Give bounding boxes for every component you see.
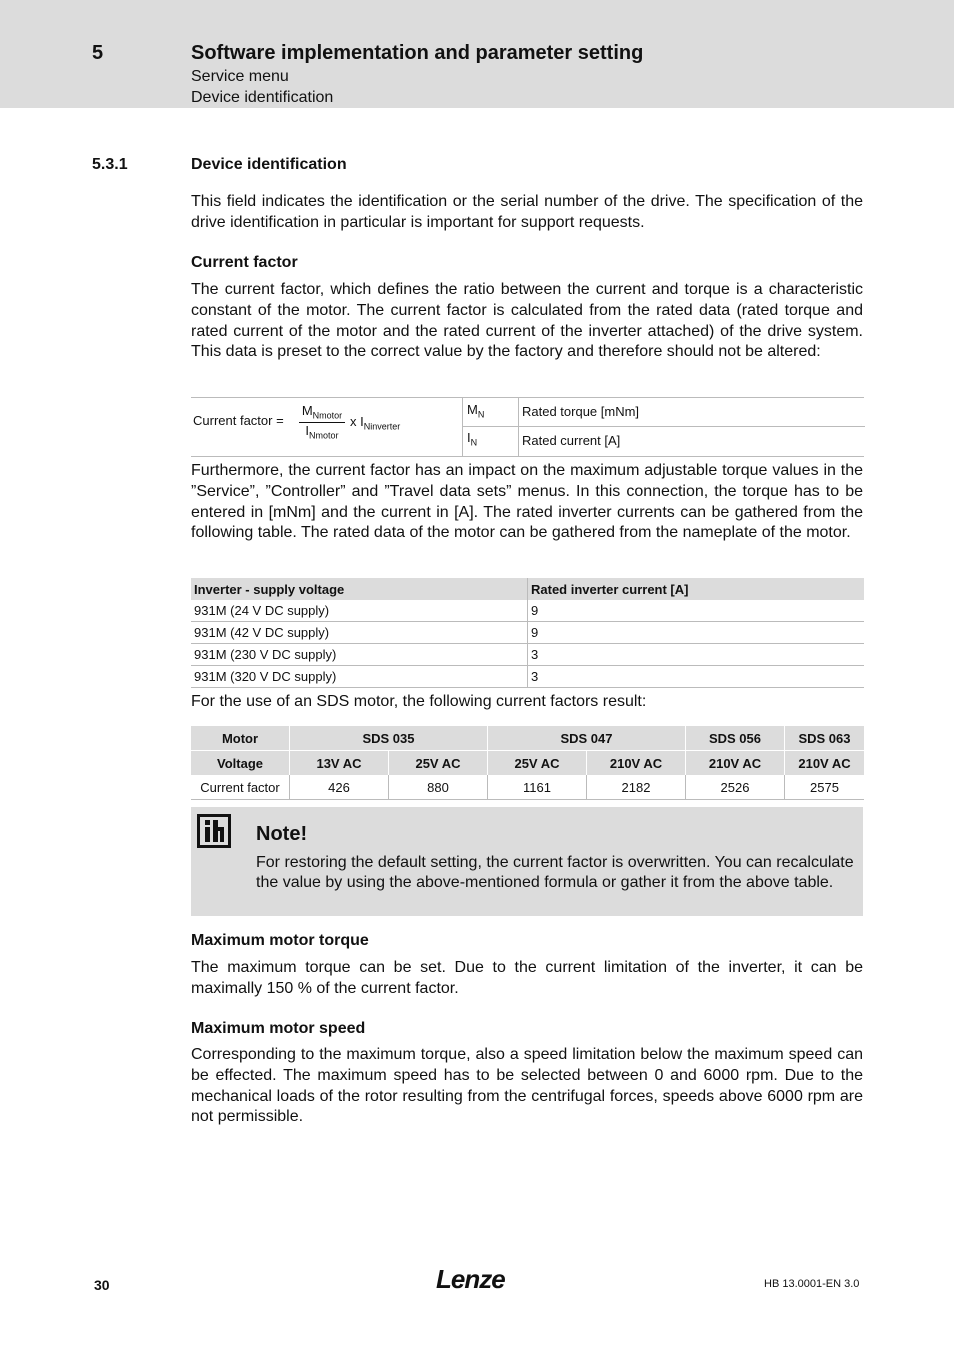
section-number: 5.3.1 [92, 156, 128, 173]
table-header: Motor [191, 726, 290, 751]
table-header: 210V AC [587, 751, 686, 776]
table-cell: Current factor [191, 775, 290, 800]
note-box [191, 807, 863, 916]
formula-cell [193, 398, 463, 456]
max-speed-heading: Maximum motor speed [191, 1020, 366, 1037]
table-header: Inverter - supply voltage [191, 578, 528, 600]
table-row [191, 666, 864, 688]
max-speed-text: Corresponding to the maximum torque, also a speed limitation below the maximum speed can be effected. The maximum speed has to be selected between 0 and 6000 rpm. Due to the mechanical loads of the rotor resulting from the centrifugal forces, speeds above 6000 rpm are not permissible. [191, 1046, 863, 1126]
note-title: Note! [256, 823, 308, 845]
table-cell: 2575 [785, 775, 865, 800]
motor-current-factor-table [191, 726, 864, 800]
lenze-logo: Lenze [436, 1264, 505, 1294]
header-subtitle-service-menu: Service menu [191, 68, 289, 85]
chapter-title: Software implementation and parameter setting [191, 42, 644, 64]
table-header-row [191, 751, 864, 776]
legend-desc-in: Rated current [A] [522, 433, 621, 448]
section-title: Device identification [191, 156, 347, 173]
table-cell: 931M (230 V DC supply) [191, 644, 528, 666]
current-factor-heading: Current factor [191, 254, 298, 271]
table-header: 13V AC [290, 751, 389, 776]
table-cell: 3 [528, 644, 865, 666]
table-row [191, 600, 864, 622]
legend-symbol-mn: $M_N$ [467, 402, 485, 420]
table-cell: 931M (24 V DC supply) [191, 600, 528, 622]
table-row [191, 775, 864, 800]
table-header: Rated inverter current [A] [528, 578, 865, 600]
table-cell: 2182 [587, 775, 686, 800]
legend-symbol-in: $I_N$ [467, 430, 478, 448]
table-header: SDS 063 [785, 726, 865, 751]
max-torque-heading: Maximum motor torque [191, 932, 369, 949]
page-number: 30 [94, 1277, 110, 1293]
table-cell: 931M (42 V DC supply) [191, 622, 528, 644]
formula-times: x $I_{Ninverter}$ [350, 414, 401, 432]
table-cell: 931M (320 V DC supply) [191, 666, 528, 688]
current-factor-text: The current factor, which defines the ratio between the current and torque is a characteristic constant of the motor. The current factor is calculated from the rated data (rated torque and rated current of the motor and the rated current of the inverter attached) of the drive system. This data is preset to the correct value by the factory and therefore should not be altered: [191, 281, 863, 361]
inverter-current-table [191, 578, 864, 688]
motor-intro: For the use of an SDS motor, the following current factors result: [191, 693, 647, 710]
legend-desc-mn: Rated torque [mNm] [522, 404, 640, 419]
table-cell: 426 [290, 775, 389, 800]
table-cell: 9 [528, 600, 865, 622]
table-row [191, 622, 864, 644]
formula-numerator: $M_{Nmotor}$ [301, 403, 343, 421]
table-header: SDS 047 [488, 726, 686, 751]
note-text: For restoring the default setting, the current factor is overwritten. You can recalculate the value by using the above-mentioned formula or gather it from the above table. [256, 854, 854, 891]
table-cell: 3 [528, 666, 865, 688]
header-subtitle-device-identification: Device identification [191, 89, 334, 106]
document-reference: HB 13.0001-EN 3.0 [764, 1278, 860, 1290]
formula-denominator: $I_{Nmotor}$ [305, 423, 339, 441]
max-torque-text: The maximum torque can be set. Due to the current limitation of the inverter, it can be maximally 150 % of the current factor. [191, 959, 863, 997]
table-header-row [191, 726, 864, 751]
current-factor-text2: Furthermore, the current factor has an impact on the maximum adjustable torque values in the ”Service”, ”Controller” and ”Travel data sets” menus. In this connection, the torque has to be entered in [mNm] and the current in [A]. The rated inverter currents can be gathered from the following table. The rated data of the motor can be gathered from the nameplate of the motor. [191, 462, 863, 542]
table-cell: 2526 [686, 775, 785, 800]
page-header [0, 0, 954, 108]
table-header-row [191, 578, 864, 600]
table-header: SDS 056 [686, 726, 785, 751]
table-cell: 880 [389, 775, 488, 800]
table-header: SDS 035 [290, 726, 488, 751]
section-intro: This field indicates the identification or the serial number of the drive. The specification of the drive identification in particular is important for support requests. [191, 193, 863, 231]
table-row [191, 644, 864, 666]
info-icon [197, 814, 231, 848]
table-header: 25V AC [488, 751, 587, 776]
chapter-number: 5 [92, 42, 104, 64]
table-header: Voltage [191, 751, 290, 776]
table-header: 25V AC [389, 751, 488, 776]
table-header: 210V AC [686, 751, 785, 776]
table-header: 210V AC [785, 751, 865, 776]
formula-label: Current factor = [193, 413, 284, 428]
table-cell: 9 [528, 622, 865, 644]
table-cell: 1161 [488, 775, 587, 800]
formula-table [191, 397, 864, 457]
